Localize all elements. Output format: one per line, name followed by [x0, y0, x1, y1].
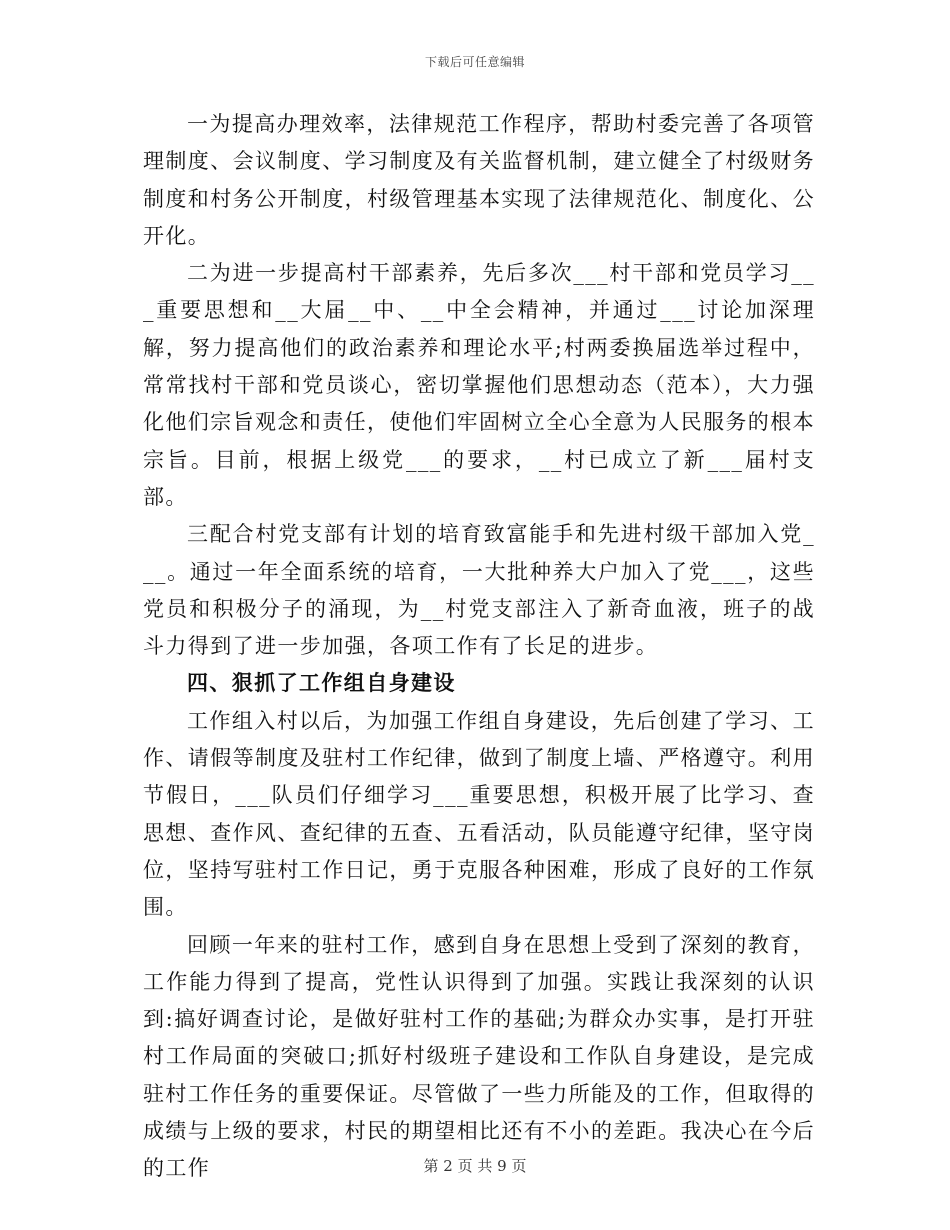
- paragraph-cadre-quality: 二为进一步提高村干部素养，先后多次___村干部和党员学习___重要思想和__大届__中、__中全会精神，并通过___讨论加深理解，努力提高他们的政治素养和理论水平;村两委换届选举过程中，常常找村干部和党员谈心，密切掌握他们思想动态（范本），大力强化他们宗旨观念和责任，使他们牢固树立全心全意为人民服务的根本宗旨。目前，根据上级党___的要求，__村已成立了新___届村支部。: [143, 261, 815, 509]
- document-body: [143, 106, 815, 1188]
- paragraph-party-training: 三配合村党支部有计划的培育致富能手和先进村级干部加入党___。通过一年全面系统的培育，一大批种养大户加入了党___，这些党员和积极分子的涌现，为__村党支部注入了新奇血液，班子的战斗力得到了进一步加强，各项工作有了长足的进步。: [143, 522, 815, 659]
- page-header: 下载后可任意编辑: [424, 55, 525, 69]
- paragraph-team-building: 工作组入村以后，为加强工作组自身建设，先后创建了学习、工作、请假等制度及驻村工作纪律，做到了制度上墙、严格遵守。利用节假日，___队员们仔细学习___重要思想，积极开展了比学习、查思想、查作风、查纪律的五查、五看活动，队员能遵守纪律，坚守岗位，坚持写驻村工作日记，勇于克服各种困难，形成了良好的工作氛围。: [143, 708, 815, 920]
- section-heading: 四、狠抓了工作组自身建设: [187, 671, 456, 696]
- paragraph-efficiency: 一为提高办理效率，法律规范工作程序，帮助村委完善了各项管理制度、会议制度、学习制度及有关监督机制，建立健全了村级财务制度和村务公开制度，村级管理基本实现了法律规范化、制度化、公开化。: [143, 112, 815, 248]
- page-number: 第 2 页 共 9 页: [423, 1157, 527, 1175]
- paragraph-review: 回顾一年来的驻村工作，感到自身在思想上受到了深刻的教育，工作能力得到了提高，党性认识得到了加强。实践让我深刻的认识到:搞好调查讨论，是做好驻村工作的基础;为群众办实事，是打开驻村工作局面的突破口;抓好村级班子建设和工作队自身建设，是完成驻村工作任务的重要保证。尽管做了一些力所能及的工作，但取得的成绩与上级的要求，村民的期望相比还有不小的差距。我决心在今后的工作: [143, 932, 815, 1181]
